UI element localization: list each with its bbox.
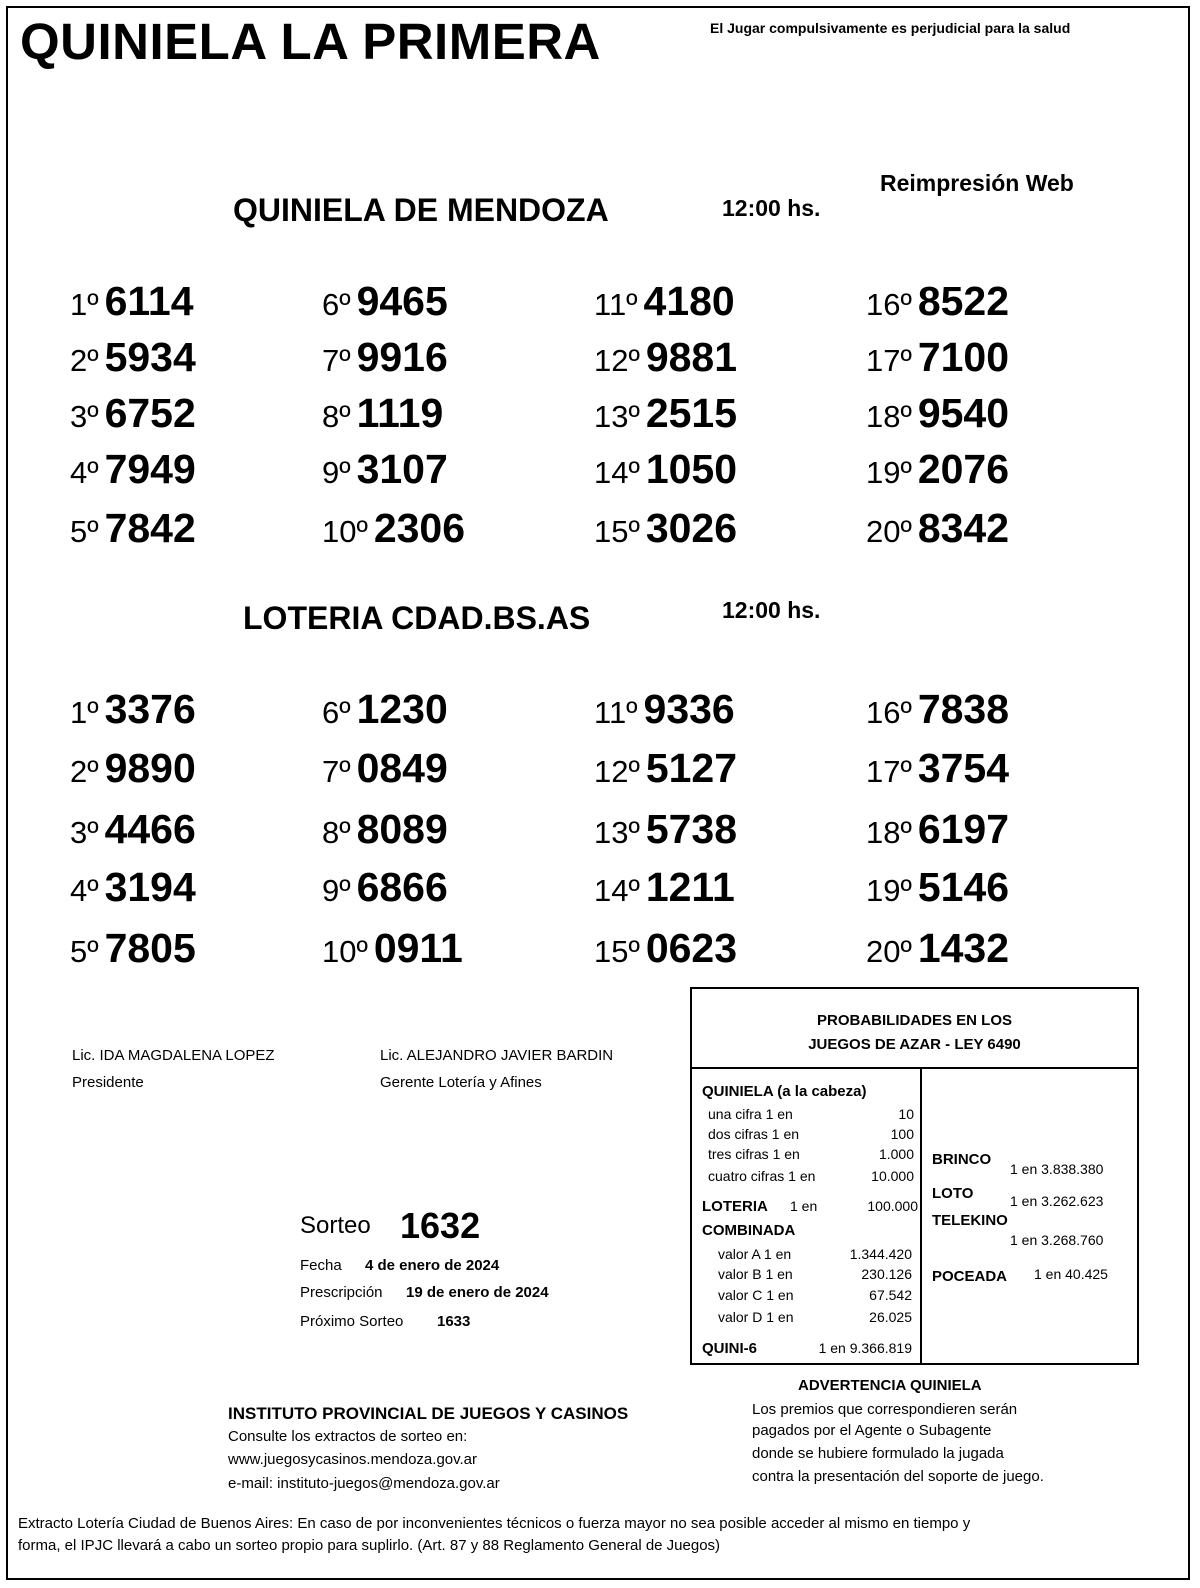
probabilities-box [690,987,1139,1365]
fecha-value: 4 de enero de 2024 [365,1257,500,1274]
result-position: 12º [594,754,640,789]
result-position: 20º [866,934,912,969]
footer-note [18,1513,1178,1557]
result-number: 3754 [917,745,1010,791]
result-position: 4º [70,873,99,908]
reprint-label: Reimpresión Web [880,170,1074,196]
result-position: 10º [322,514,368,549]
result-position: 6º [322,287,351,322]
advertencia-title: ADVERTENCIA QUINIELA [798,1377,982,1394]
result-entry [594,390,737,437]
result-entry [594,864,735,911]
result-entry [322,806,448,853]
result-position: 10º [322,934,368,969]
section-time-mendoza: 12:00 hs. [722,195,821,221]
result-number: 2515 [645,390,738,436]
proximo-value: 1633 [437,1313,471,1330]
result-position: 13º [594,815,640,850]
quiniela-row-value: 1.000 [878,1146,914,1162]
result-entry [594,745,737,792]
poceada-value: 1 en 40.425 [1034,1266,1108,1282]
result-entry [70,806,196,853]
result-entry [322,686,448,733]
result-position: 3º [70,815,99,850]
telekino-label: TELEKINO [932,1212,1008,1229]
signature-role-manager: Gerente Lotería y Afines [380,1074,542,1091]
quiniela-row-value: 10 [898,1106,914,1122]
result-entry [70,925,196,972]
combinada-row-label: valor C 1 en [718,1287,794,1303]
result-entry [70,745,196,792]
result-number: 8522 [917,278,1010,324]
result-entry [322,745,448,792]
result-number: 7838 [917,686,1010,732]
result-entry [866,806,1009,853]
result-entry [866,446,1009,493]
result-position: 1º [70,695,99,730]
result-entry [594,505,737,552]
result-entry [866,390,1009,437]
result-number: 5127 [645,745,738,791]
result-number: 9916 [356,334,448,380]
proximo-label: Próximo Sorteo [300,1313,404,1330]
footer-line1: Extracto Lotería Ciudad de Buenos Aires: En caso de por inconvenientes técnicos o fuerza mayor no sea posible acceder al mismo en tiempo y [18,1515,971,1532]
result-position: 3º [70,399,99,434]
result-position: 19º [866,455,912,490]
probabilities-title-line1: PROBABILIDADES EN LOS [816,1012,1012,1029]
result-number: 3107 [356,446,448,492]
result-number: 4180 [643,278,735,324]
result-number: 2306 [373,505,466,551]
loteria-label: LOTERIA [702,1198,768,1215]
quini6-value: 1 en 9.366.819 [818,1340,912,1356]
sorteo-label: Sorteo [300,1212,371,1239]
result-position: 8º [322,399,351,434]
result-position: 17º [866,343,912,378]
result-position: 7º [322,343,351,378]
health-warning: El Jugar compulsivamente es perjudicial para la salud [710,20,1071,36]
result-number: 0849 [356,745,448,791]
combinada-row-value: 1.344.420 [849,1246,912,1262]
loto-label: LOTO [932,1185,974,1202]
combinada-row-value: 26.025 [869,1309,912,1325]
result-position: 4º [70,455,99,490]
result-number: 1119 [356,390,444,436]
result-number: 6114 [104,278,194,324]
result-number: 1432 [917,925,1010,971]
result-entry [594,278,735,325]
institute-name: INSTITUTO PROVINCIAL DE JUEGOS Y CASINOS [228,1404,629,1423]
telekino-value: 1 en 3.268.760 [1010,1232,1104,1248]
quiniela-row-label: dos cifras 1 en [708,1126,800,1142]
prescripcion-label: Prescripción [300,1284,383,1301]
footer-line2: forma, el IPJC llevará a cabo un sorteo propio para suplirlo. (Art. 87 y 88 Reglamento General de Juegos) [18,1537,721,1554]
result-number: 5738 [645,806,738,852]
result-number: 3194 [104,864,196,910]
result-entry [70,446,196,493]
institute-email: e-mail: instituto-juegos@mendoza.gov.ar [228,1475,500,1492]
advertencia-line1: Los premios que correspondieren serán [752,1401,1018,1418]
result-position: 1º [70,287,99,322]
quiniela-label: QUINIELA (a la cabeza) [702,1083,867,1100]
result-entry [322,278,448,325]
result-position: 9º [322,873,351,908]
result-number: 9890 [104,745,196,791]
result-number: 1230 [356,686,448,732]
result-entry [866,745,1009,792]
result-position: 18º [866,815,912,850]
result-position: 14º [594,873,640,908]
result-number: 6197 [917,806,1010,852]
result-entry [70,278,194,325]
result-position: 16º [866,695,912,730]
result-entry [70,334,196,381]
result-position: 20º [866,514,912,549]
sorteo-number: 1632 [400,1205,481,1246]
result-entry [866,864,1009,911]
result-entry [866,334,1009,381]
result-number: 7100 [917,334,1010,380]
section-time-buenos-aires: 12:00 hs. [722,597,821,623]
combinada-row-value: 230.126 [861,1266,912,1282]
result-position: 15º [594,514,640,549]
result-entry [866,686,1009,733]
result-position: 19º [866,873,912,908]
probabilities-header [692,989,1137,1069]
result-number: 0911 [373,925,463,971]
result-number: 7842 [104,505,196,551]
quiniela-row-label: tres cifras 1 en [708,1146,800,1162]
brinco-label: BRINCO [932,1151,992,1168]
page-title: QUINIELA LA PRIMERA [20,13,601,70]
result-entry [70,686,196,733]
result-number: 5934 [104,334,196,380]
result-entry [866,505,1009,552]
result-number: 6752 [104,390,196,436]
result-entry [322,334,448,381]
signature-name-president: Lic. IDA MAGDALENA LOPEZ [72,1047,275,1064]
result-position: 17º [866,754,912,789]
result-position: 11º [594,695,638,730]
result-number: 8342 [917,505,1010,551]
poceada-label: POCEADA [932,1268,1008,1285]
result-number: 9540 [917,390,1010,436]
result-entry [322,446,448,493]
result-number: 1211 [645,864,735,910]
quiniela-row-value: 10.000 [871,1168,914,1184]
result-entry [594,686,735,733]
loteria-value: 100.000 [867,1198,918,1214]
result-number: 2076 [917,446,1010,492]
advertencia-line4: contra la presentación del soporte de juego. [752,1468,1044,1485]
result-number: 9465 [356,278,448,324]
institute-line1: Consulte los extractos de sorteo en: [228,1428,468,1445]
combinada-label: COMBINADA [702,1222,796,1239]
combinada-row-value: 67.542 [869,1287,912,1303]
result-entry [866,925,1009,972]
loto-value: 1 en 3.262.623 [1010,1193,1104,1209]
result-number: 9881 [645,334,738,380]
quini6-label: QUINI-6 [702,1340,758,1357]
result-number: 7949 [104,446,196,492]
advertencia-line2: pagados por el Agente o Subagente [752,1422,992,1439]
result-position: 13º [594,399,640,434]
result-position: 14º [594,455,640,490]
section-title-mendoza: QUINIELA DE MENDOZA [233,192,609,228]
result-entry [322,390,443,437]
result-number: 0623 [645,925,738,971]
quiniela-row-label: cuatro cifras 1 en [708,1168,816,1184]
probabilities-title-line2: JUEGOS DE AZAR - LEY 6490 [808,1036,1021,1053]
section-title-buenos-aires: LOTERIA CDAD.BS.AS [243,600,591,636]
result-entry [594,446,737,493]
loteria-en: 1 en [790,1198,818,1214]
result-position: 8º [322,815,351,850]
result-position: 18º [866,399,912,434]
fecha-label: Fecha [300,1257,342,1274]
result-position: 2º [70,343,99,378]
result-entry [594,925,737,972]
result-position: 5º [70,934,99,969]
probabilities-left-column [692,1069,922,1363]
advertencia-line3: donde se hubiere formulado la jugada [752,1445,1004,1462]
combinada-row-label: valor B 1 en [718,1266,793,1282]
result-number: 8089 [356,806,448,852]
result-number: 5146 [917,864,1010,910]
quiniela-row-label: una cifra 1 en [708,1106,793,1122]
brinco-value: 1 en 3.838.380 [1010,1161,1104,1177]
result-number: 9336 [643,686,735,732]
result-position: 2º [70,754,99,789]
signature-name-manager: Lic. ALEJANDRO JAVIER BARDIN [380,1047,614,1064]
signature-role-president: Presidente [72,1074,144,1091]
result-entry [322,925,463,972]
result-number: 1050 [645,446,738,492]
result-position: 16º [866,287,912,322]
combinada-row-label: valor A 1 en [718,1246,792,1262]
result-position: 9º [322,455,351,490]
result-position: 15º [594,934,640,969]
result-number: 3376 [104,686,196,732]
institute-website: www.juegosycasinos.mendoza.gov.ar [228,1451,478,1468]
combinada-row-label: valor D 1 en [718,1309,794,1325]
result-entry [70,505,196,552]
result-position: 11º [594,287,638,322]
result-position: 7º [322,754,351,789]
result-number: 3026 [645,505,738,551]
result-number: 4466 [104,806,196,852]
result-number: 6866 [356,864,448,910]
result-entry [70,390,196,437]
result-entry [322,505,465,552]
result-position: 12º [594,343,640,378]
result-position: 6º [322,695,351,730]
prescripcion-value: 19 de enero de 2024 [406,1284,549,1301]
result-entry [594,806,737,853]
result-number: 7805 [104,925,196,971]
result-entry [322,864,448,911]
quiniela-row-value: 100 [890,1126,914,1142]
result-entry [70,864,196,911]
result-entry [866,278,1009,325]
result-position: 5º [70,514,99,549]
result-entry [594,334,737,381]
